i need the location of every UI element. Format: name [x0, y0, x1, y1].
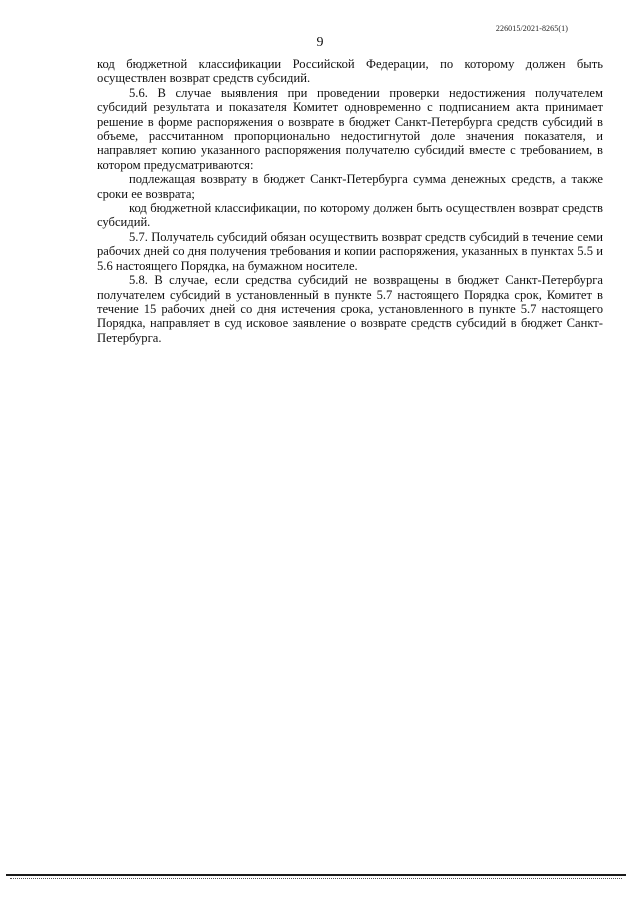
- paragraph-5-7: 5.7. Получатель субсидий обязан осуществить возврат средств субсидий в течение семи рабочих дней со дня получения требования и копии распоряжения, указанных в пунктах 5.5 и 5.6 настоящего Порядка, на бумажном носителе.: [97, 229, 603, 273]
- paragraph-5-8: 5.8. В случае, если средства субсидий не возвращены в бюджет Санкт-Петербурга получателем субсидий в установленный в пункте 5.7 настоящего Порядка срок, Комитет в течение 15 рабочих дней со дня истечения срока, установленного в пункте 5.7 настоящего Порядка, направляет в суд исковое заявление о возврате средств субсидий в бюджет Санкт-Петербурга.: [97, 273, 603, 345]
- document-body: [97, 57, 603, 345]
- page-number: 9: [316, 35, 324, 50]
- paragraph-budget-code: код бюджетной классификации, по которому должен быть осуществлен возврат средств субсидий.: [97, 201, 603, 230]
- scan-bottom-edge-shadow: [10, 878, 622, 879]
- paragraph-refund-amount: подлежащая возврату в бюджет Санкт-Петербурга сумма денежных средств, а также сроки ее возврата;: [97, 172, 603, 201]
- paragraph-budget-code-tail: код бюджетной классификации Российской Федерации, по которому должен быть осуществлен возврат средств субсидий.: [97, 57, 603, 86]
- paragraph-5-6: 5.6. В случае выявления при проведении проверки недостижения получателем субсидий результата и показателя Комитет одновременно с подписанием акта принимает решение в форме распоряжения о возврате в бюджет Санкт-Петербурга средств субсидий в объеме, рассчитанном пропорционально недостигнутой доле значения показателя, и направляет копию указанного распоряжения получателю субсидий вместе с требованием, в котором предусматриваются:: [97, 85, 603, 172]
- document-code: 226015/2021-8265(1): [495, 24, 568, 33]
- scan-bottom-edge: [6, 874, 626, 876]
